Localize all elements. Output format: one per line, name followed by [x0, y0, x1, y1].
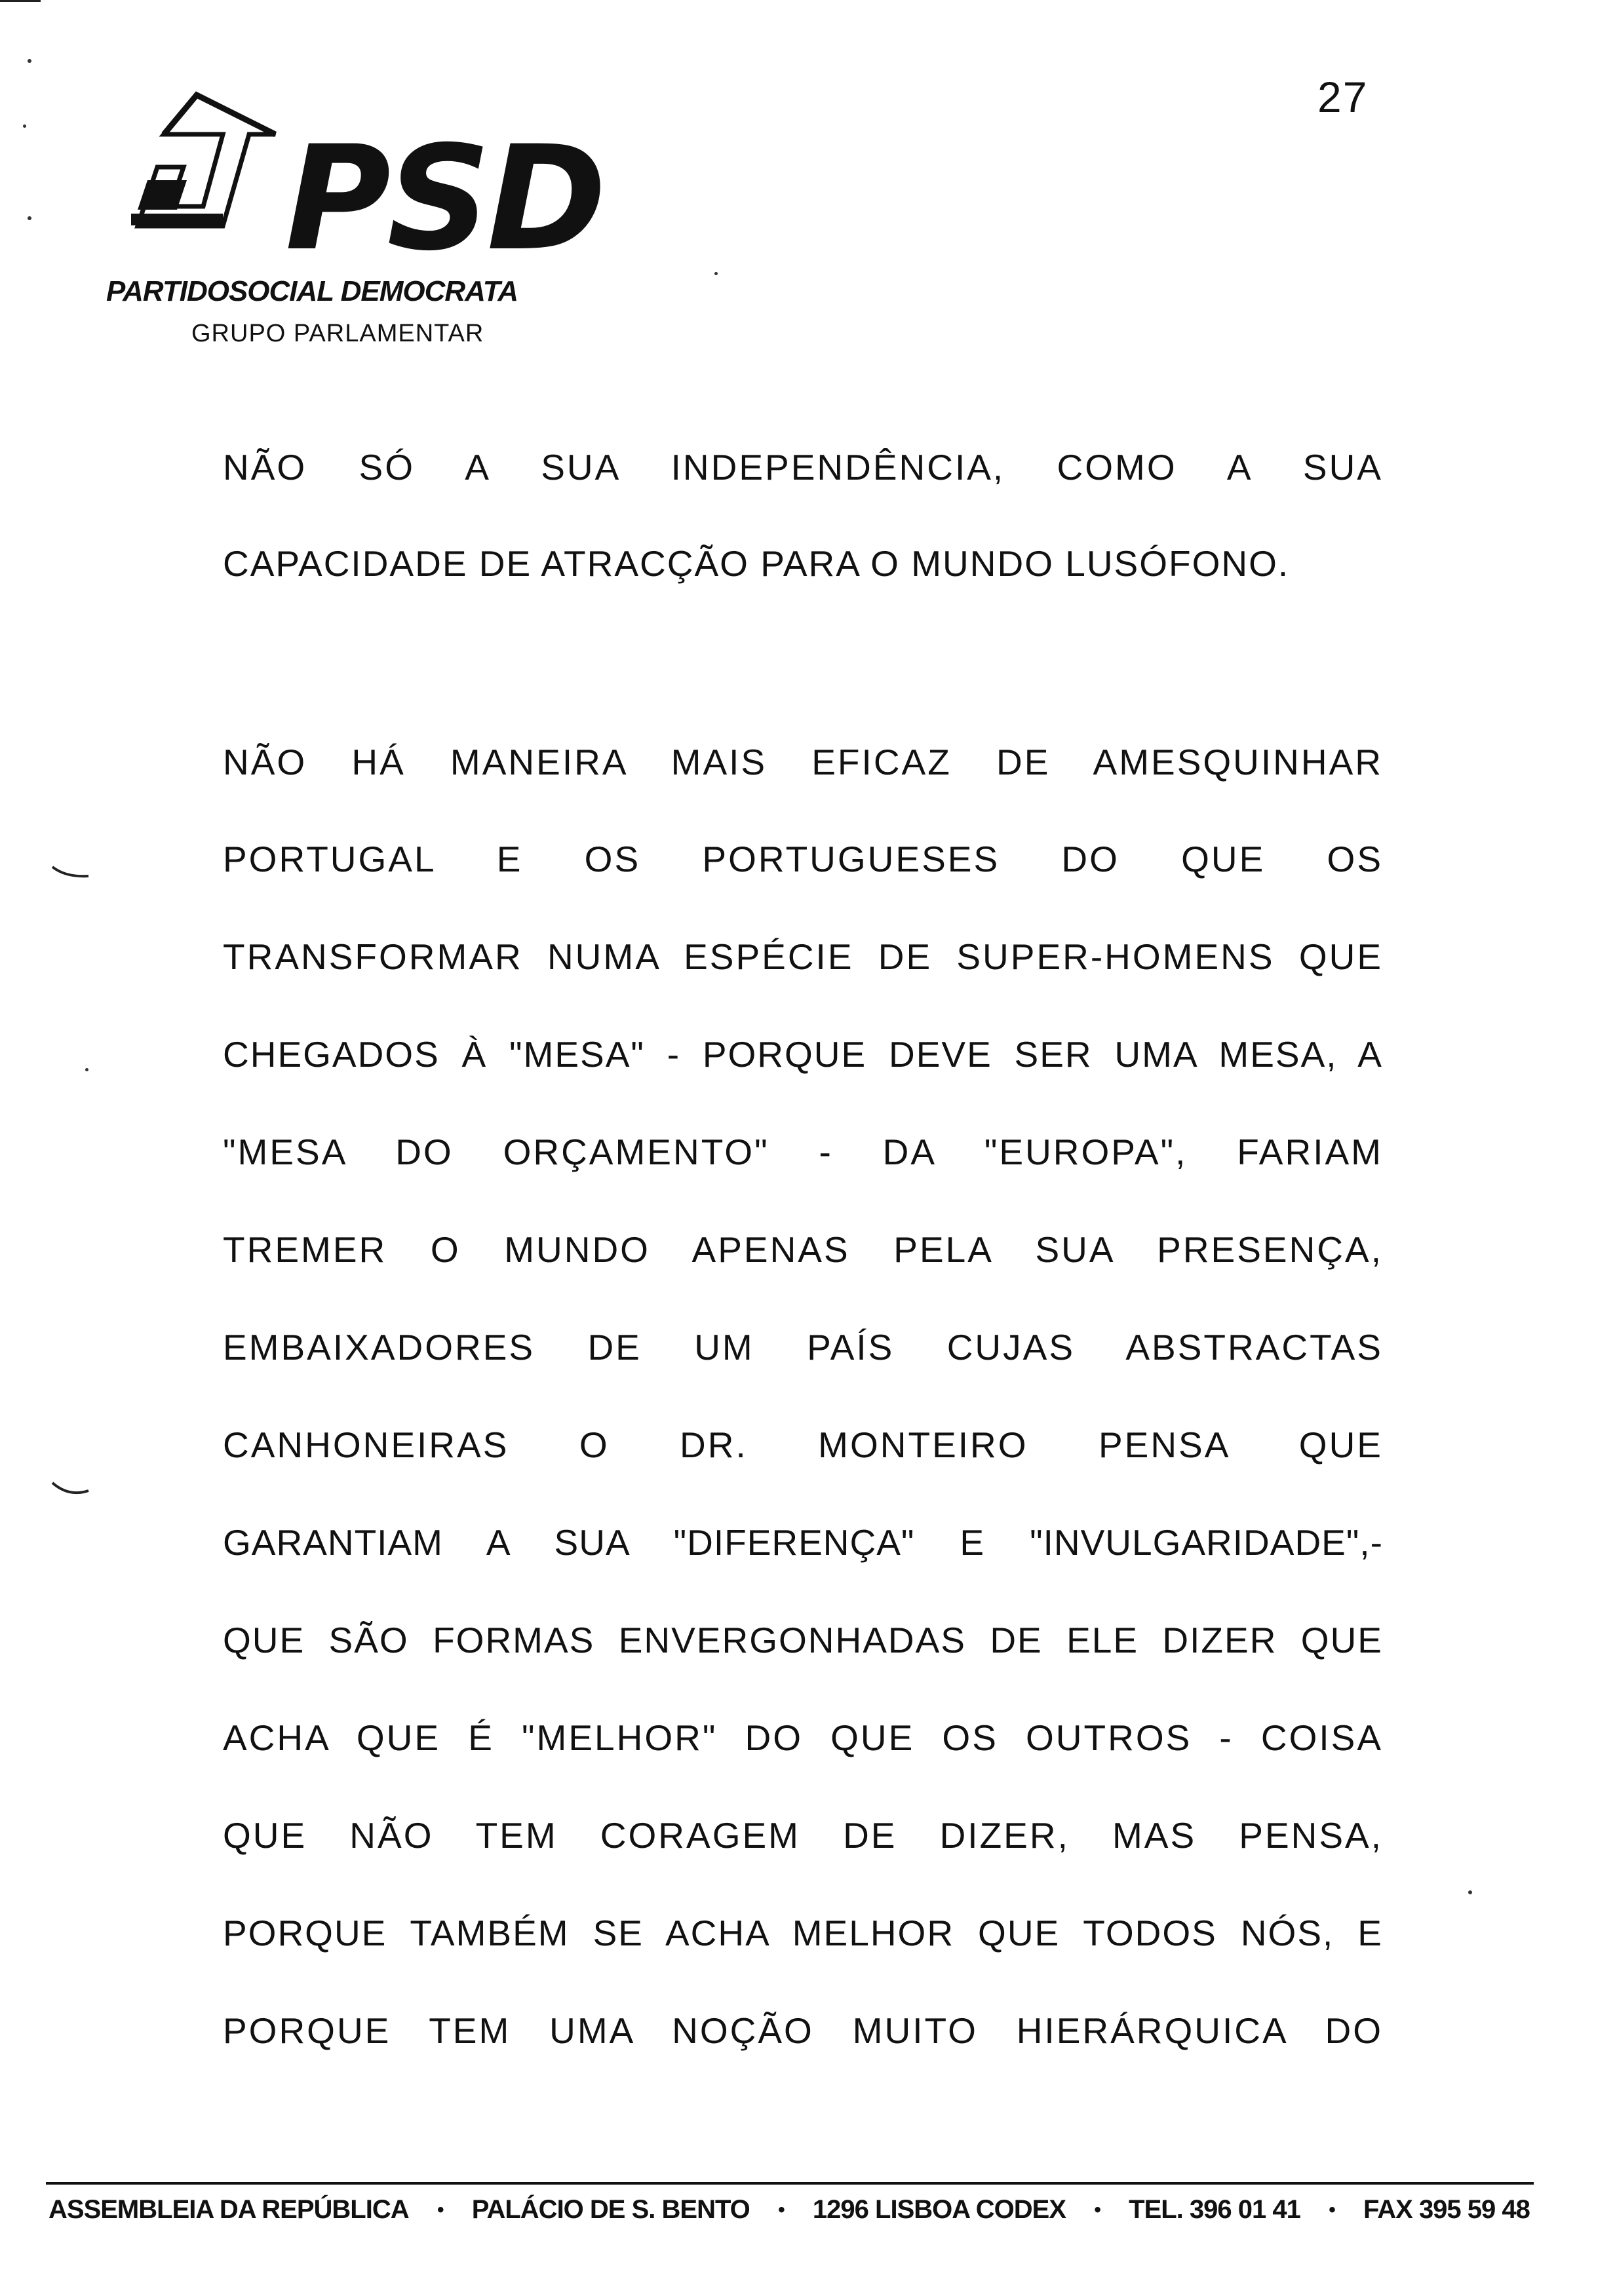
bullet-icon: •: [1329, 2198, 1335, 2221]
text-line: TRANSFORMAR NUMA ESPÉCIE DE SUPER-HOMENS QUE: [223, 936, 1383, 977]
text-line: QUE NÃO TEM CORAGEM DE DIZER, MAS PENSA,: [223, 1815, 1383, 1856]
page-number: 27: [1317, 73, 1369, 121]
text-line: PORTUGAL E OS PORTUGUESES DO QUE OS: [223, 839, 1383, 879]
footer-address-assembly: ASSEMBLEIA DA REPÚBLICA: [49, 2195, 409, 2224]
scan-speck: [28, 59, 31, 63]
group-name: GRUPO PARLAMENTAR: [191, 320, 484, 347]
text-line: GARANTIAM A SUA "DIFERENÇA" E "INVULGARIDADE",-: [223, 1522, 1383, 1563]
text-line: TREMER O MUNDO APENAS PELA SUA PRESENÇA,: [223, 1229, 1383, 1270]
bullet-icon: •: [778, 2198, 785, 2221]
text-line: CAPACIDADE DE ATRACÇÃO PARA O MUNDO LUSÓFONO.: [223, 543, 1290, 584]
scan-speck: [28, 216, 31, 220]
arrow-logo-icon: [125, 88, 295, 252]
psd-logo: [125, 88, 603, 285]
logo-wordmark: PSD: [285, 115, 603, 282]
margin-mark: [49, 1478, 95, 1504]
text-line: NÃO SÓ A SUA INDEPENDÊNCIA, COMO A SUA: [223, 447, 1383, 488]
scan-speck: [23, 124, 26, 128]
party-name: PARTIDOSOCIAL DEMOCRATA: [106, 275, 518, 307]
top-edge-line: [0, 0, 41, 2]
footer-address-city: 1296 LISBOA CODEX: [812, 2195, 1066, 2224]
text-line: PORQUE TAMBÉM SE ACHA MELHOR QUE TODOS NÓS, E: [223, 1913, 1383, 1953]
text-line: ACHA QUE É "MELHOR" DO QUE OS OUTROS - COISA: [223, 1717, 1383, 1758]
margin-mark: [49, 862, 95, 881]
letterhead-footer: [49, 2195, 1530, 2225]
text-line: "MESA DO ORÇAMENTO" - DA "EUROPA", FARIAM: [223, 1132, 1383, 1172]
text-line: EMBAIXADORES DE UM PAÍS CUJAS ABSTRACTAS: [223, 1327, 1383, 1368]
text-line: QUE SÃO FORMAS ENVERGONHADAS DE ELE DIZER QUE: [223, 1620, 1383, 1660]
bullet-icon: •: [437, 2198, 444, 2221]
text-line: PORQUE TEM UMA NOÇÃO MUITO HIERÁRQUICA DO: [223, 2010, 1383, 2051]
bullet-icon: •: [1094, 2198, 1100, 2221]
footer-rule: [46, 2182, 1534, 2185]
scan-speck: [85, 1068, 88, 1071]
footer-address-palace: PALÁCIO DE S. BENTO: [471, 2195, 750, 2224]
scan-speck: [714, 272, 718, 275]
text-line: CANHONEIRAS O DR. MONTEIRO PENSA QUE: [223, 1425, 1383, 1465]
footer-telephone: TEL. 396 01 41: [1129, 2195, 1300, 2224]
text-line: CHEGADOS À "MESA" - PORQUE DEVE SER UMA MESA, A: [223, 1034, 1383, 1075]
scan-speck: [1468, 1890, 1472, 1894]
text-line: NÃO HÁ MANEIRA MAIS EFICAZ DE AMESQUINHAR: [223, 742, 1383, 782]
footer-fax: FAX 395 59 48: [1363, 2195, 1530, 2224]
